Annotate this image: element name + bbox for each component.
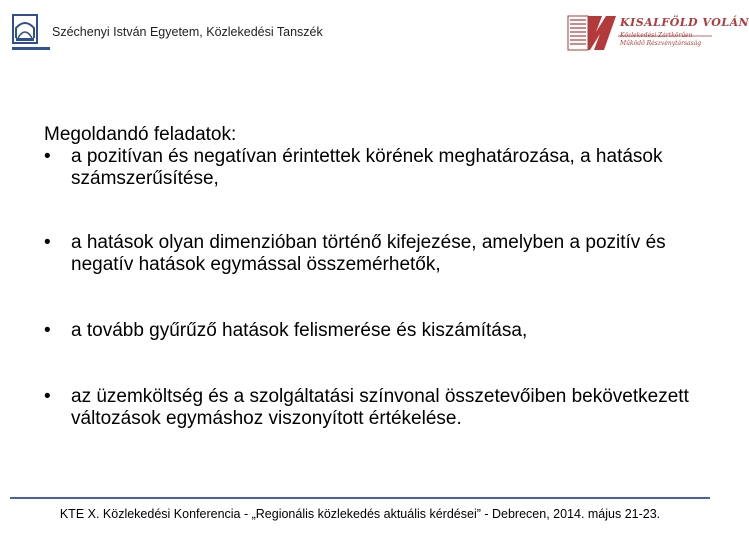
company-name: KISALFÖLD VOLÁN	[620, 16, 749, 29]
bullet-dot: •	[44, 386, 51, 407]
university-logo-icon	[12, 14, 42, 50]
bullet-text: a tovább gyűrűző hatások felismerése és kiszámítása,	[71, 320, 528, 341]
bullet-item	[44, 232, 694, 276]
header-accent-line	[12, 47, 50, 50]
company-subtitle: Közlekedési Zártkörűen Működő Részvénytársaság	[620, 32, 702, 47]
main-content	[44, 124, 694, 430]
footer-text: KTE X. Közlekedési Konferencia - „Regionális közlekedés aktuális kérdései” - Debrecen, 2014. május 21-23.	[59, 507, 661, 521]
footer-line	[10, 497, 710, 499]
header-title: Széchenyi István Egyetem, Közlekedési Tanszék	[52, 25, 323, 39]
bullet-list	[44, 146, 694, 430]
bullet-item	[44, 146, 694, 190]
bullet-dot: •	[44, 232, 51, 253]
bullet-text: a hatások olyan dimenzióban történő kifejezése, amelyben a pozitív és negatív hatások egymással összemérhetők,	[71, 232, 666, 275]
bullet-text: a pozitívan és negatívan érintettek körének meghatározása, a hatások számszerűsítése,	[71, 146, 663, 189]
bullet-dot: •	[44, 146, 51, 167]
bullet-dot: •	[44, 320, 51, 341]
bullet-text: az üzemköltség és a szolgáltatási színvonal összetevőiben bekövetkezett változások egymáshoz viszonyított értékelése.	[71, 386, 689, 429]
bullet-item	[44, 386, 694, 430]
bullet-item	[44, 320, 694, 342]
slide-heading: Megoldandó feladatok:	[44, 124, 237, 145]
